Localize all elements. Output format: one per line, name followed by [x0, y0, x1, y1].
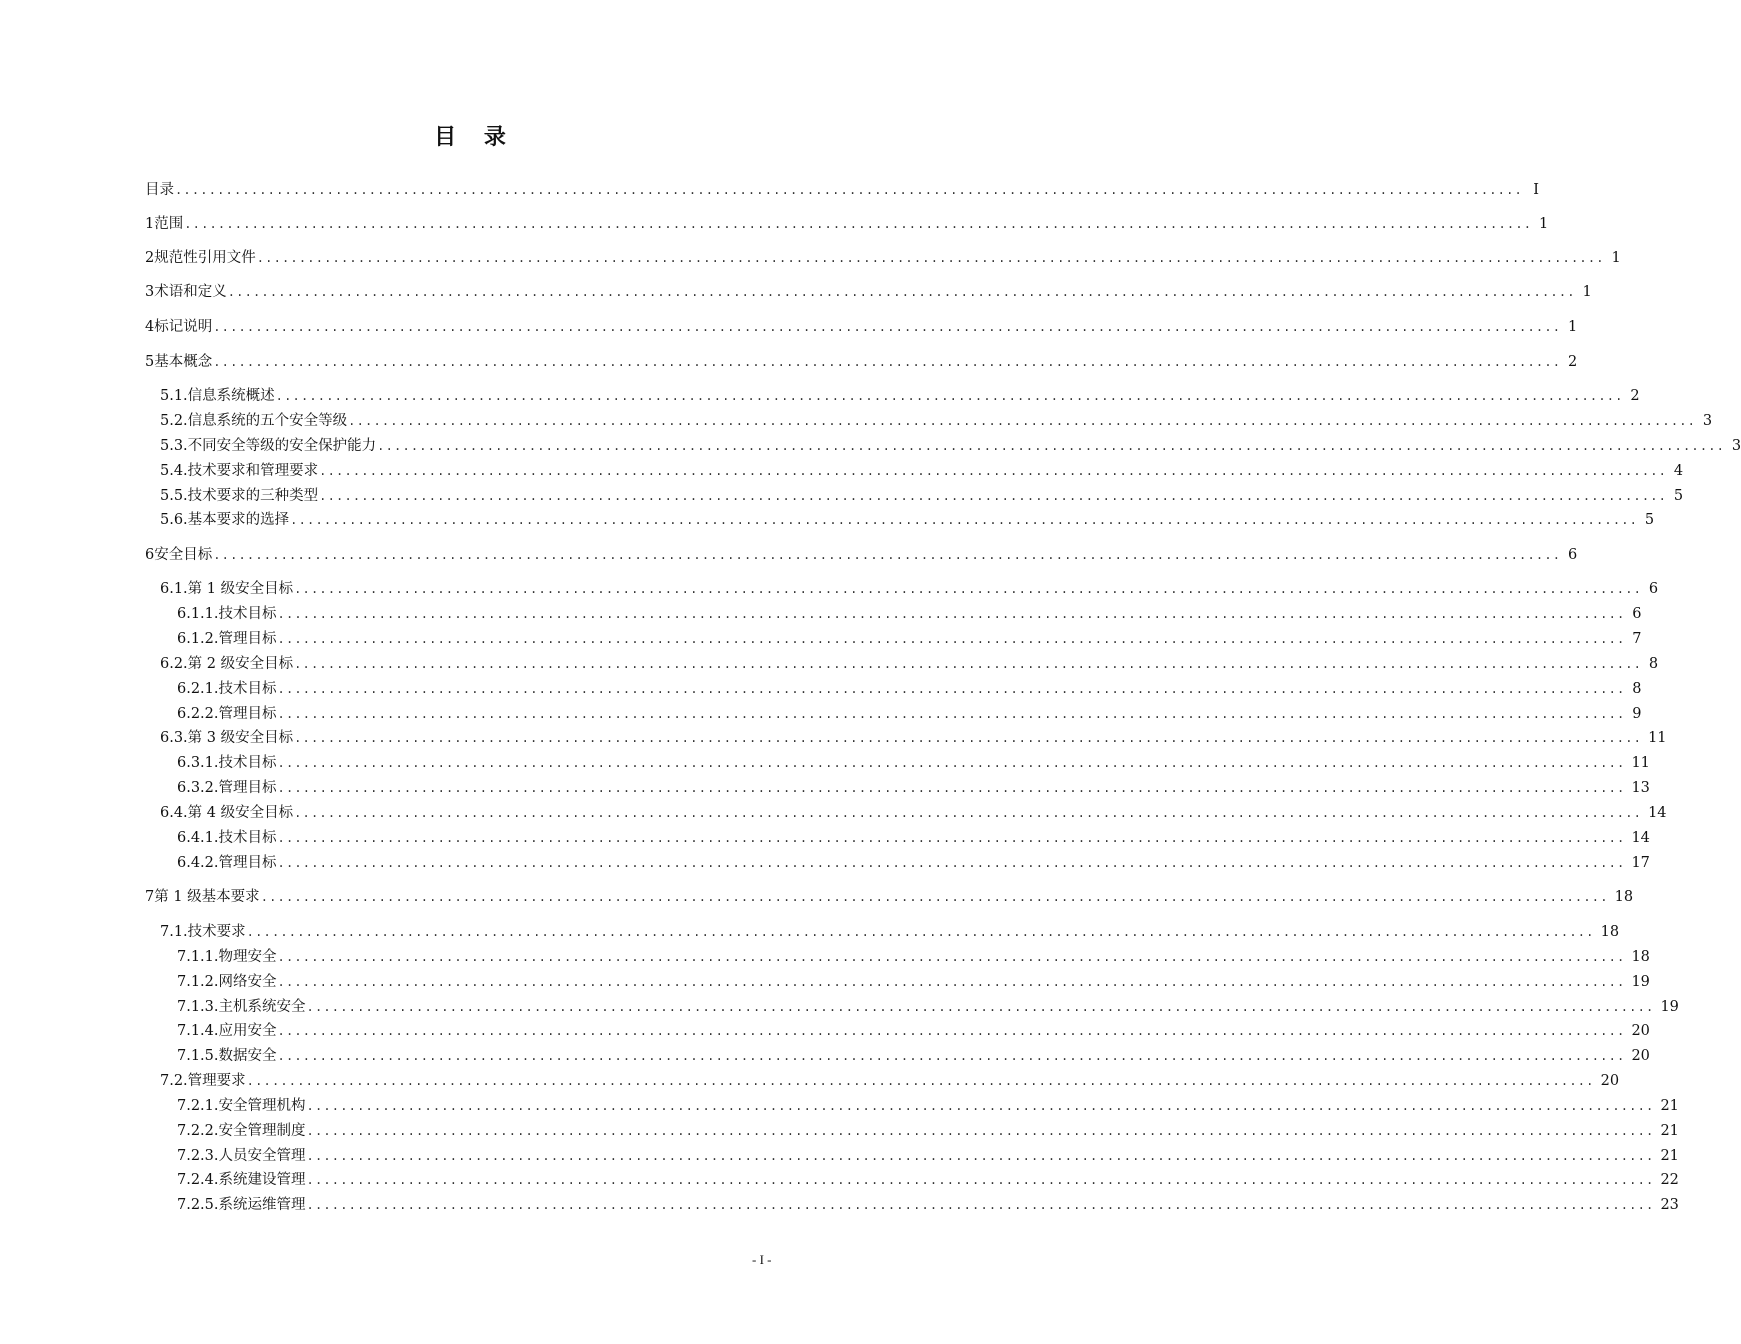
toc-entry-number: 5.6.	[160, 512, 188, 528]
toc-entry-number: 5.5.	[160, 488, 188, 504]
toc-entry-title: 物理安全	[218, 949, 277, 965]
toc-entry-page: 2	[1630, 388, 1640, 404]
toc-entry-page: 20	[1631, 1048, 1650, 1064]
dot-leader: ................................................................................................................................................................	[256, 251, 1605, 265]
toc-entry-title: 管理目标	[218, 855, 277, 871]
toc-entry-title: 范围	[154, 216, 184, 232]
toc-entry-number: 6.3.2.	[177, 780, 219, 796]
toc-entry-number: 6	[145, 547, 155, 563]
toc-entry-number: 5	[145, 354, 155, 370]
dot-leader: ................................................................................................................................................................	[306, 1173, 1655, 1187]
dot-leader: ................................................................................................................................................................	[290, 513, 1639, 527]
toc-entry-number: 6.2.2.	[177, 706, 219, 722]
toc-entry-title: 第 2 级安全目标	[187, 656, 294, 672]
toc-entry-title: 信息系统概述	[187, 388, 275, 404]
toc-entry-number: 7	[145, 889, 155, 905]
toc-entry[interactable]	[177, 702, 1642, 724]
toc-entry-number: 5.3.	[160, 438, 188, 454]
toc-entry-title: 技术要求	[187, 924, 246, 940]
dot-leader: ................................................................................................................................................................	[277, 831, 1626, 845]
toc-entry-number: 6.4.1.	[177, 830, 219, 846]
toc-entry-page: 1	[1582, 284, 1592, 300]
toc-entry-title: 安全管理机构	[218, 1098, 306, 1114]
toc-entry-title: 管理目标	[218, 631, 277, 647]
toc-entry-title: 系统建设管理	[218, 1172, 306, 1188]
toc-entry-number: 7.1.2.	[177, 974, 219, 990]
toc-entry-title: 管理要求	[187, 1073, 246, 1089]
toc-entry[interactable]	[145, 280, 1592, 302]
toc-entry-number: 6.3.1.	[177, 755, 219, 771]
toc-entry[interactable]	[177, 1144, 1679, 1166]
dot-leader: ................................................................................................................................................................	[277, 1024, 1626, 1038]
toc-entry[interactable]	[160, 409, 1713, 431]
toc-entry-title: 安全目标	[154, 547, 213, 563]
toc-entry-title: 基本要求的选择	[187, 512, 290, 528]
dot-leader: ................................................................................................................................................................	[294, 657, 1643, 671]
toc-entry-number: 6.2.	[160, 656, 188, 672]
dot-leader: ................................................................................................................................................................	[277, 632, 1626, 646]
toc-entry[interactable]	[145, 885, 1634, 907]
dot-leader: ................................................................................................................................................................	[246, 925, 1595, 939]
toc-entry-number: 7.1.	[160, 924, 188, 940]
dot-leader: ................................................................................................................................................................	[306, 1000, 1655, 1014]
toc-entry-title: 技术要求和管理要求	[187, 463, 319, 479]
toc-entry-number: 6.4.2.	[177, 855, 219, 871]
toc-entry-title: 录	[159, 182, 174, 198]
toc-entry-number: 7.1.5.	[177, 1048, 219, 1064]
toc-entry[interactable]	[145, 246, 1621, 268]
toc-entry[interactable]	[160, 801, 1667, 823]
toc-entry-page: 19	[1660, 999, 1679, 1015]
dot-leader: ................................................................................................................................................................	[306, 1099, 1655, 1113]
toc-entry[interactable]	[177, 627, 1642, 649]
toc-entry-page: 9	[1632, 706, 1642, 722]
toc-entry-number: 6.1.1.	[177, 606, 219, 622]
toc-entry-title: 第 3 级安全目标	[187, 730, 294, 746]
toc-entry-page: 17	[1631, 855, 1650, 871]
toc-entry-number: 5.1.	[160, 388, 188, 404]
toc-entry[interactable]	[160, 508, 1655, 530]
dot-leader: ................................................................................................................................................................	[319, 464, 1668, 478]
toc-entry[interactable]	[177, 851, 1650, 873]
toc-entry[interactable]	[160, 384, 1640, 406]
toc-entry[interactable]	[145, 543, 1578, 565]
toc-entry-title: 信息系统的五个安全等级	[187, 413, 348, 429]
toc-entry[interactable]	[177, 970, 1650, 992]
toc-entry[interactable]	[145, 315, 1578, 337]
toc-entry-number: 7.1.4.	[177, 1023, 219, 1039]
toc-entry-title: 基本概念	[154, 354, 213, 370]
toc-entry[interactable]	[177, 776, 1650, 798]
toc-entry[interactable]	[160, 577, 1659, 599]
toc-entry-page: 8	[1648, 656, 1659, 672]
toc-entry-page: I	[1533, 182, 1539, 198]
toc-entry-number: 6.2.1.	[177, 681, 219, 697]
toc-entry-page: 4	[1673, 463, 1684, 479]
page-number-footer: - I -	[752, 1252, 772, 1267]
toc-entry-page: 11	[1648, 730, 1667, 746]
toc-entry-page: 3	[1702, 413, 1713, 429]
toc-entry-page: 20	[1600, 1073, 1620, 1089]
toc-entry-number: 7.2.1.	[177, 1098, 219, 1114]
toc-entry[interactable]	[145, 212, 1549, 234]
toc-entry-number: 7.2.3.	[177, 1148, 219, 1164]
toc-entry-page: 22	[1660, 1172, 1679, 1188]
dot-leader: ................................................................................................................................................................	[277, 1049, 1626, 1063]
toc-entry[interactable]	[160, 434, 1741, 456]
toc-entry-number: 7.1.3.	[177, 999, 219, 1015]
page-title: 目 录	[434, 125, 516, 150]
toc-entry[interactable]	[177, 1193, 1679, 1215]
dot-leader: ................................................................................................................................................................	[175, 183, 1523, 197]
toc-entry[interactable]	[160, 484, 1684, 506]
dot-leader: ................................................................................................................................................................	[294, 806, 1643, 820]
toc-entry-number: 3	[145, 284, 155, 300]
dot-leader: ................................................................................................................................................................	[277, 975, 1626, 989]
toc-entry-page: 13	[1631, 780, 1650, 796]
dot-leader: ................................................................................................................................................................	[294, 731, 1643, 745]
toc-entry-page: 14	[1631, 830, 1650, 846]
toc-entry[interactable]	[177, 751, 1650, 773]
toc-entry[interactable]	[177, 1019, 1650, 1041]
toc-entry-title: 第 4 级安全目标	[187, 805, 294, 821]
toc-entry-page: 3	[1731, 438, 1741, 454]
toc-entry-number: 6.1.	[160, 581, 188, 597]
toc-entry[interactable]	[160, 920, 1620, 942]
toc-entry-title: 网络安全	[218, 974, 277, 990]
toc-entry[interactable]	[177, 1044, 1650, 1066]
toc-entry-title: 人员安全管理	[218, 1148, 306, 1164]
toc-entry[interactable]	[177, 677, 1642, 699]
toc-entry-page: 7	[1632, 631, 1642, 647]
toc-entry-title: 主机系统安全	[218, 999, 306, 1015]
toc-entry-title: 技术要求的三种类型	[187, 488, 319, 504]
toc-entry-title: 系统运维管理	[218, 1197, 306, 1213]
dot-leader: ................................................................................................................................................................	[275, 389, 1624, 403]
toc-entry-page: 21	[1660, 1123, 1679, 1139]
toc-entry-number: 2	[145, 250, 155, 266]
toc-entry[interactable]	[177, 1168, 1679, 1190]
toc-entry[interactable]	[177, 945, 1650, 967]
toc-entry-page: 5	[1644, 512, 1655, 528]
toc-entry-page: 1	[1611, 250, 1621, 266]
toc-entry[interactable]	[160, 726, 1667, 748]
dot-leader: ................................................................................................................................................................	[319, 489, 1668, 503]
dot-leader: ................................................................................................................................................................	[277, 707, 1626, 721]
toc-entry-page: 21	[1660, 1148, 1679, 1164]
toc-entry-page: 5	[1673, 488, 1684, 504]
toc-entry[interactable]	[177, 995, 1679, 1017]
dot-leader: ................................................................................................................................................................	[277, 756, 1626, 770]
toc-entry-title: 应用安全	[218, 1023, 277, 1039]
toc-entry-page: 18	[1614, 889, 1634, 905]
toc-entry-title: 第 1 级安全目标	[187, 581, 294, 597]
dot-leader: ................................................................................................................................................................	[246, 1074, 1595, 1088]
toc-entry[interactable]	[177, 826, 1650, 848]
dot-leader: ................................................................................................................................................................	[277, 856, 1626, 870]
toc-entry-title: 数据安全	[218, 1048, 277, 1064]
toc-entry-number: 6.1.2.	[177, 631, 219, 647]
toc-entry-page: 6	[1632, 606, 1642, 622]
toc-entry-page: 19	[1631, 974, 1650, 990]
dot-leader: ................................................................................................................................................................	[227, 285, 1576, 299]
toc-entry-page: 6	[1648, 581, 1659, 597]
toc-entry-title: 管理目标	[218, 706, 277, 722]
dot-leader: ................................................................................................................................................................	[348, 414, 1697, 428]
toc-entry-title: 技术目标	[218, 681, 277, 697]
toc-entry-page: 1	[1567, 319, 1578, 335]
toc-entry-page: 21	[1660, 1098, 1679, 1114]
dot-leader: ................................................................................................................................................................	[213, 355, 1562, 369]
toc-entry-title: 第 1 级基本要求	[154, 889, 260, 905]
toc-entry[interactable]	[177, 1119, 1679, 1141]
toc-entry[interactable]	[177, 1094, 1679, 1116]
toc-entry-page: 18	[1600, 924, 1620, 940]
dot-leader: ................................................................................................................................................................	[213, 320, 1562, 334]
toc-entry-number: 目	[145, 182, 160, 198]
dot-leader: ................................................................................................................................................................	[277, 950, 1626, 964]
toc-entry-number: 7.2.5.	[177, 1197, 219, 1213]
toc-entry-page: 2	[1567, 354, 1578, 370]
dot-leader: ................................................................................................................................................................	[306, 1198, 1655, 1212]
toc-entry-page: 20	[1631, 1023, 1650, 1039]
toc-entry-number: 7.2.2.	[177, 1123, 219, 1139]
toc-entry-title: 管理目标	[218, 780, 277, 796]
toc-entry-title: 技术目标	[218, 830, 277, 846]
toc-entry-number: 5.4.	[160, 463, 188, 479]
toc-entry[interactable]	[160, 1069, 1620, 1091]
toc-entry-number: 4	[145, 319, 155, 335]
toc-entry-number: 7.2.4.	[177, 1172, 219, 1188]
toc-entry-number: 6.4.	[160, 805, 188, 821]
dot-leader: ................................................................................................................................................................	[213, 548, 1562, 562]
toc-entry-number: 7.2.	[160, 1073, 188, 1089]
dot-leader: ................................................................................................................................................................	[277, 682, 1626, 696]
toc-entry[interactable]	[177, 602, 1642, 624]
dot-leader: ................................................................................................................................................................	[277, 607, 1626, 621]
toc-entry-page: 6	[1567, 547, 1578, 563]
dot-leader: ................................................................................................................................................................	[377, 439, 1726, 453]
toc-entry-number: 1	[145, 216, 155, 232]
toc-entry-title: 安全管理制度	[218, 1123, 306, 1139]
dot-leader: ................................................................................................................................................................	[184, 217, 1533, 231]
toc-entry-page: 1	[1538, 216, 1549, 232]
toc-entry-title: 标记说明	[154, 319, 213, 335]
toc-entry-title: 不同安全等级的安全保护能力	[187, 438, 377, 454]
toc-entry[interactable]	[145, 350, 1578, 372]
dot-leader: ................................................................................................................................................................	[306, 1149, 1655, 1163]
toc-entry-title: 技术目标	[218, 755, 277, 771]
toc-entry-page: 11	[1631, 755, 1650, 771]
toc-entry-title: 术语和定义	[154, 284, 227, 300]
toc-entry[interactable]	[145, 178, 1539, 200]
toc-entry-page: 18	[1631, 949, 1650, 965]
dot-leader: ................................................................................................................................................................	[260, 890, 1609, 904]
toc-entry[interactable]	[160, 459, 1684, 481]
toc-entry-number: 6.3.	[160, 730, 188, 746]
toc-entry-page: 23	[1660, 1197, 1679, 1213]
dot-leader: ................................................................................................................................................................	[294, 582, 1643, 596]
toc-entry-page: 8	[1632, 681, 1642, 697]
toc-entry-number: 7.1.1.	[177, 949, 219, 965]
dot-leader: ................................................................................................................................................................	[277, 781, 1626, 795]
dot-leader: ................................................................................................................................................................	[306, 1124, 1655, 1138]
toc-entry-title: 技术目标	[218, 606, 277, 622]
toc-entry-title: 规范性引用文件	[154, 250, 256, 266]
toc-entry[interactable]	[160, 652, 1659, 674]
toc-entry-number: 5.2.	[160, 413, 188, 429]
toc-entry-page: 14	[1648, 805, 1667, 821]
